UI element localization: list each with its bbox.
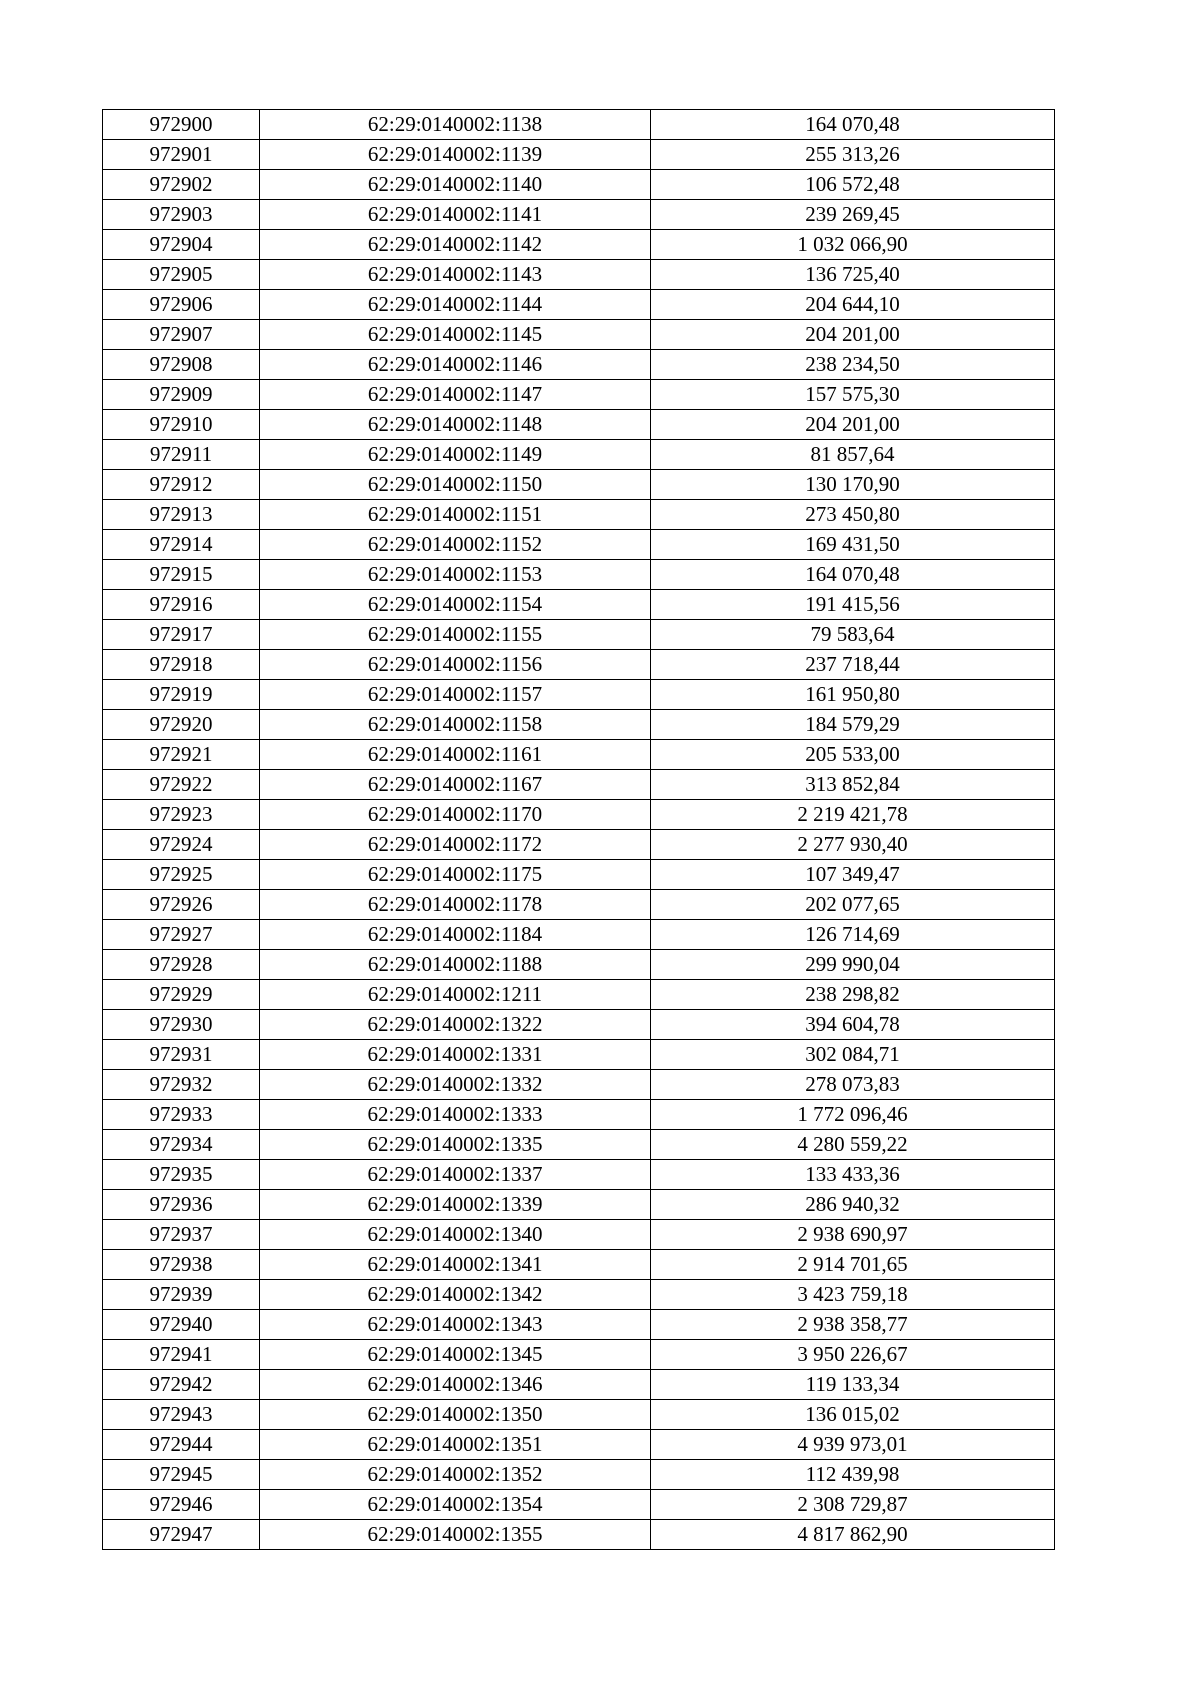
row-number-cell: 972911	[103, 440, 260, 470]
table-row	[103, 830, 1055, 860]
table-row	[103, 1430, 1055, 1460]
cadastral-number-cell: 62:29:0140002:1337	[260, 1160, 651, 1190]
row-number-cell: 972942	[103, 1370, 260, 1400]
table-body	[103, 110, 1055, 1550]
row-number-cell: 972940	[103, 1310, 260, 1340]
row-number-cell: 972933	[103, 1100, 260, 1130]
cadastral-value-cell: 239 269,45	[651, 200, 1055, 230]
cadastral-value-cell: 107 349,47	[651, 860, 1055, 890]
table-row	[103, 1160, 1055, 1190]
cadastral-value-cell: 299 990,04	[651, 950, 1055, 980]
cadastral-value-cell: 238 298,82	[651, 980, 1055, 1010]
cadastral-value-cell: 4 939 973,01	[651, 1430, 1055, 1460]
table-row	[103, 200, 1055, 230]
row-number-cell: 972901	[103, 140, 260, 170]
row-number-cell: 972931	[103, 1040, 260, 1070]
row-number-cell: 972914	[103, 530, 260, 560]
cadastral-value-cell: 286 940,32	[651, 1190, 1055, 1220]
cadastral-value-cell: 2 938 690,97	[651, 1220, 1055, 1250]
cadastral-number-cell: 62:29:0140002:1335	[260, 1130, 651, 1160]
row-number-cell: 972939	[103, 1280, 260, 1310]
cadastral-number-cell: 62:29:0140002:1351	[260, 1430, 651, 1460]
cadastral-value-cell: 106 572,48	[651, 170, 1055, 200]
row-number-cell: 972941	[103, 1340, 260, 1370]
cadastral-number-cell: 62:29:0140002:1341	[260, 1250, 651, 1280]
cadastral-value-cell: 238 234,50	[651, 350, 1055, 380]
cadastral-value-cell: 2 914 701,65	[651, 1250, 1055, 1280]
cadastral-number-cell: 62:29:0140002:1150	[260, 470, 651, 500]
row-number-cell: 972934	[103, 1130, 260, 1160]
cadastral-number-cell: 62:29:0140002:1188	[260, 950, 651, 980]
cadastral-number-cell: 62:29:0140002:1340	[260, 1220, 651, 1250]
cadastral-number-cell: 62:29:0140002:1141	[260, 200, 651, 230]
cadastral-value-cell: 2 219 421,78	[651, 800, 1055, 830]
cadastral-value-cell: 2 938 358,77	[651, 1310, 1055, 1340]
cadastral-value-cell: 4 280 559,22	[651, 1130, 1055, 1160]
cadastral-number-cell: 62:29:0140002:1146	[260, 350, 651, 380]
cadastral-value-cell: 126 714,69	[651, 920, 1055, 950]
row-number-cell: 972910	[103, 410, 260, 440]
table-row	[103, 560, 1055, 590]
cadastral-value-cell: 136 015,02	[651, 1400, 1055, 1430]
cadastral-value-cell: 191 415,56	[651, 590, 1055, 620]
row-number-cell: 972920	[103, 710, 260, 740]
row-number-cell: 972904	[103, 230, 260, 260]
cadastral-value-cell: 4 817 862,90	[651, 1520, 1055, 1550]
row-number-cell: 972947	[103, 1520, 260, 1550]
cadastral-value-table	[102, 109, 1055, 1550]
cadastral-value-cell: 81 857,64	[651, 440, 1055, 470]
cadastral-number-cell: 62:29:0140002:1175	[260, 860, 651, 890]
cadastral-number-cell: 62:29:0140002:1142	[260, 230, 651, 260]
cadastral-number-cell: 62:29:0140002:1343	[260, 1310, 651, 1340]
row-number-cell: 972912	[103, 470, 260, 500]
table-row	[103, 1370, 1055, 1400]
cadastral-value-cell: 204 201,00	[651, 320, 1055, 350]
cadastral-number-cell: 62:29:0140002:1342	[260, 1280, 651, 1310]
cadastral-number-cell: 62:29:0140002:1155	[260, 620, 651, 650]
row-number-cell: 972944	[103, 1430, 260, 1460]
cadastral-value-cell: 164 070,48	[651, 110, 1055, 140]
cadastral-number-cell: 62:29:0140002:1211	[260, 980, 651, 1010]
table-row	[103, 1490, 1055, 1520]
table-row	[103, 1250, 1055, 1280]
cadastral-number-cell: 62:29:0140002:1138	[260, 110, 651, 140]
row-number-cell: 972917	[103, 620, 260, 650]
table-row	[103, 1190, 1055, 1220]
cadastral-number-cell: 62:29:0140002:1331	[260, 1040, 651, 1070]
row-number-cell: 972903	[103, 200, 260, 230]
cadastral-number-cell: 62:29:0140002:1144	[260, 290, 651, 320]
cadastral-number-cell: 62:29:0140002:1153	[260, 560, 651, 590]
row-number-cell: 972913	[103, 500, 260, 530]
cadastral-value-cell: 112 439,98	[651, 1460, 1055, 1490]
cadastral-number-cell: 62:29:0140002:1178	[260, 890, 651, 920]
cadastral-number-cell: 62:29:0140002:1157	[260, 680, 651, 710]
cadastral-value-cell: 278 073,83	[651, 1070, 1055, 1100]
cadastral-value-cell: 79 583,64	[651, 620, 1055, 650]
table-row	[103, 1340, 1055, 1370]
table-row	[103, 1460, 1055, 1490]
cadastral-value-cell: 394 604,78	[651, 1010, 1055, 1040]
table-row	[103, 410, 1055, 440]
row-number-cell: 972915	[103, 560, 260, 590]
table-row	[103, 650, 1055, 680]
table-row	[103, 890, 1055, 920]
row-number-cell: 972946	[103, 1490, 260, 1520]
table-row	[103, 740, 1055, 770]
cadastral-value-cell: 164 070,48	[651, 560, 1055, 590]
cadastral-number-cell: 62:29:0140002:1350	[260, 1400, 651, 1430]
table-row	[103, 710, 1055, 740]
table-row	[103, 1220, 1055, 1250]
table-row	[103, 620, 1055, 650]
cadastral-number-cell: 62:29:0140002:1161	[260, 740, 651, 770]
table-row	[103, 1520, 1055, 1550]
row-number-cell: 972945	[103, 1460, 260, 1490]
row-number-cell: 972900	[103, 110, 260, 140]
cadastral-number-cell: 62:29:0140002:1154	[260, 590, 651, 620]
table-row	[103, 170, 1055, 200]
cadastral-number-cell: 62:29:0140002:1170	[260, 800, 651, 830]
table-row	[103, 350, 1055, 380]
cadastral-value-cell: 255 313,26	[651, 140, 1055, 170]
cadastral-value-cell: 273 450,80	[651, 500, 1055, 530]
row-number-cell: 972916	[103, 590, 260, 620]
row-number-cell: 972902	[103, 170, 260, 200]
row-number-cell: 972925	[103, 860, 260, 890]
row-number-cell: 972932	[103, 1070, 260, 1100]
table-row	[103, 1010, 1055, 1040]
cadastral-value-cell: 202 077,65	[651, 890, 1055, 920]
cadastral-value-cell: 136 725,40	[651, 260, 1055, 290]
table-row	[103, 380, 1055, 410]
cadastral-number-cell: 62:29:0140002:1140	[260, 170, 651, 200]
cadastral-value-cell: 161 950,80	[651, 680, 1055, 710]
table-row	[103, 590, 1055, 620]
row-number-cell: 972905	[103, 260, 260, 290]
row-number-cell: 972935	[103, 1160, 260, 1190]
table-row	[103, 1040, 1055, 1070]
cadastral-value-cell: 157 575,30	[651, 380, 1055, 410]
table-row	[103, 110, 1055, 140]
table-row	[103, 1100, 1055, 1130]
table-row	[103, 920, 1055, 950]
table-row	[103, 470, 1055, 500]
cadastral-number-cell: 62:29:0140002:1346	[260, 1370, 651, 1400]
table-row	[103, 950, 1055, 980]
cadastral-number-cell: 62:29:0140002:1143	[260, 260, 651, 290]
cadastral-value-cell: 313 852,84	[651, 770, 1055, 800]
row-number-cell: 972907	[103, 320, 260, 350]
table-row	[103, 1070, 1055, 1100]
cadastral-number-cell: 62:29:0140002:1147	[260, 380, 651, 410]
table-row	[103, 320, 1055, 350]
cadastral-value-cell: 205 533,00	[651, 740, 1055, 770]
cadastral-value-cell: 2 308 729,87	[651, 1490, 1055, 1520]
cadastral-value-cell: 130 170,90	[651, 470, 1055, 500]
row-number-cell: 972938	[103, 1250, 260, 1280]
table-row	[103, 260, 1055, 290]
cadastral-value-cell: 169 431,50	[651, 530, 1055, 560]
cadastral-number-cell: 62:29:0140002:1345	[260, 1340, 651, 1370]
row-number-cell: 972919	[103, 680, 260, 710]
row-number-cell: 972927	[103, 920, 260, 950]
cadastral-number-cell: 62:29:0140002:1339	[260, 1190, 651, 1220]
cadastral-number-cell: 62:29:0140002:1354	[260, 1490, 651, 1520]
cadastral-number-cell: 62:29:0140002:1158	[260, 710, 651, 740]
cadastral-number-cell: 62:29:0140002:1167	[260, 770, 651, 800]
row-number-cell: 972943	[103, 1400, 260, 1430]
row-number-cell: 972918	[103, 650, 260, 680]
cadastral-number-cell: 62:29:0140002:1139	[260, 140, 651, 170]
cadastral-number-cell: 62:29:0140002:1333	[260, 1100, 651, 1130]
cadastral-number-cell: 62:29:0140002:1172	[260, 830, 651, 860]
row-number-cell: 972930	[103, 1010, 260, 1040]
cadastral-number-cell: 62:29:0140002:1151	[260, 500, 651, 530]
table-row	[103, 530, 1055, 560]
table-row	[103, 800, 1055, 830]
cadastral-number-cell: 62:29:0140002:1148	[260, 410, 651, 440]
cadastral-value-cell: 3 950 226,67	[651, 1340, 1055, 1370]
table-row	[103, 230, 1055, 260]
table-row	[103, 680, 1055, 710]
table-row	[103, 980, 1055, 1010]
cadastral-value-cell: 184 579,29	[651, 710, 1055, 740]
cadastral-value-cell: 2 277 930,40	[651, 830, 1055, 860]
table-row	[103, 500, 1055, 530]
cadastral-number-cell: 62:29:0140002:1332	[260, 1070, 651, 1100]
cadastral-value-cell: 237 718,44	[651, 650, 1055, 680]
cadastral-number-cell: 62:29:0140002:1156	[260, 650, 651, 680]
table-row	[103, 1310, 1055, 1340]
row-number-cell: 972937	[103, 1220, 260, 1250]
row-number-cell: 972909	[103, 380, 260, 410]
row-number-cell: 972908	[103, 350, 260, 380]
cadastral-value-cell: 1 032 066,90	[651, 230, 1055, 260]
row-number-cell: 972929	[103, 980, 260, 1010]
row-number-cell: 972936	[103, 1190, 260, 1220]
table-row	[103, 440, 1055, 470]
row-number-cell: 972928	[103, 950, 260, 980]
cadastral-number-cell: 62:29:0140002:1149	[260, 440, 651, 470]
table-row	[103, 140, 1055, 170]
table-row	[103, 1130, 1055, 1160]
cadastral-number-cell: 62:29:0140002:1322	[260, 1010, 651, 1040]
row-number-cell: 972924	[103, 830, 260, 860]
row-number-cell: 972926	[103, 890, 260, 920]
cadastral-number-cell: 62:29:0140002:1184	[260, 920, 651, 950]
cadastral-value-cell: 133 433,36	[651, 1160, 1055, 1190]
cadastral-number-cell: 62:29:0140002:1355	[260, 1520, 651, 1550]
cadastral-number-cell: 62:29:0140002:1352	[260, 1460, 651, 1490]
table-row	[103, 290, 1055, 320]
row-number-cell: 972923	[103, 800, 260, 830]
table-row	[103, 770, 1055, 800]
row-number-cell: 972921	[103, 740, 260, 770]
table-row	[103, 1280, 1055, 1310]
row-number-cell: 972922	[103, 770, 260, 800]
cadastral-value-cell: 1 772 096,46	[651, 1100, 1055, 1130]
cadastral-number-cell: 62:29:0140002:1152	[260, 530, 651, 560]
cadastral-value-cell: 204 201,00	[651, 410, 1055, 440]
table-row	[103, 860, 1055, 890]
cadastral-value-cell: 204 644,10	[651, 290, 1055, 320]
cadastral-value-cell: 119 133,34	[651, 1370, 1055, 1400]
cadastral-value-cell: 302 084,71	[651, 1040, 1055, 1070]
cadastral-value-cell: 3 423 759,18	[651, 1280, 1055, 1310]
cadastral-number-cell: 62:29:0140002:1145	[260, 320, 651, 350]
table-row	[103, 1400, 1055, 1430]
row-number-cell: 972906	[103, 290, 260, 320]
